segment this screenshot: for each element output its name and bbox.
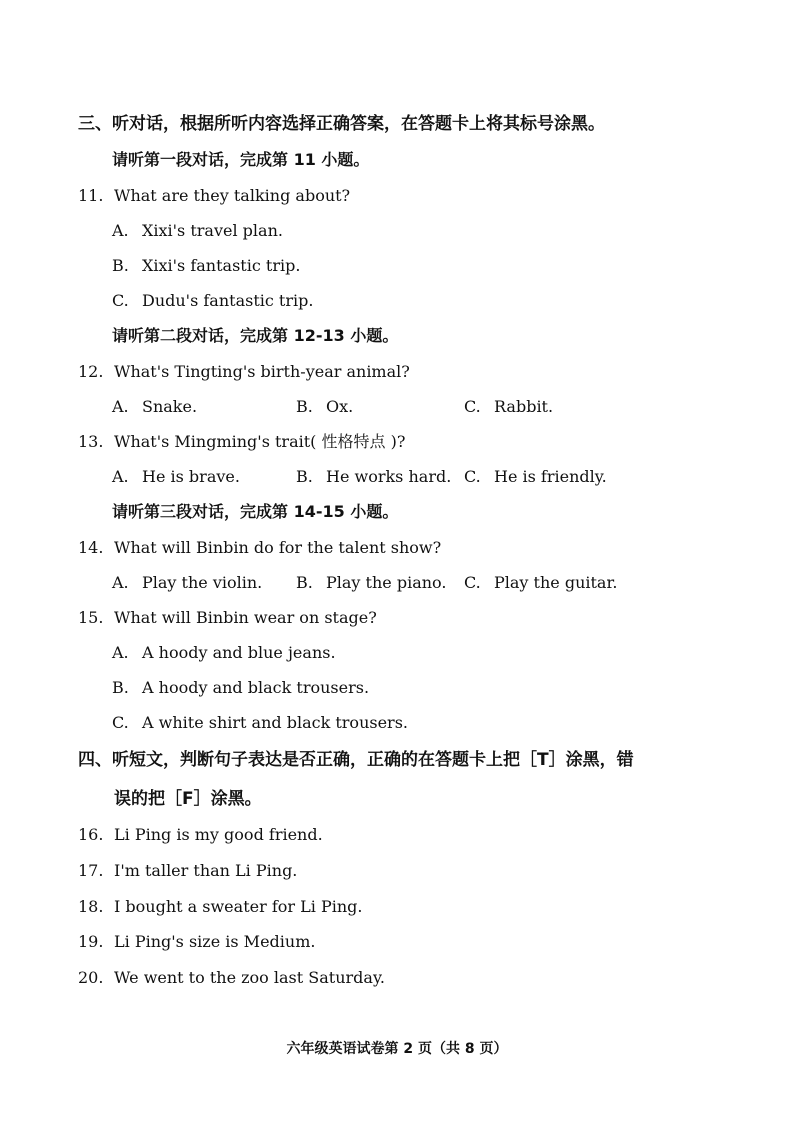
question-text: What's Tingting's birth-year animal? <box>114 362 410 381</box>
statement-17: 17. I'm taller than Li Ping. <box>78 861 298 880</box>
question-number: 13. <box>78 432 104 451</box>
statement-16: 16. Li Ping is my good friend. <box>78 825 323 844</box>
question-text: What will Binbin do for the talent show? <box>114 538 442 557</box>
question-15 <box>78 608 377 628</box>
option-15a: A. A hoody and blue jeans. <box>112 643 336 662</box>
question-11 <box>78 186 350 206</box>
option-11b: B. Xixi's fantastic trip. <box>112 256 301 275</box>
option-14c: C. Play the guitar. <box>464 573 618 592</box>
question-text: What's Mingming's trait( 性格特点 )? <box>114 432 406 451</box>
dialog-1-instruction: 请听第一段对话，完成第 11 小题。 <box>112 150 370 169</box>
dialog-3-instruction: 请听第三段对话，完成第 14-15 小题。 <box>112 502 399 521</box>
question-text: What will Binbin wear on stage? <box>114 608 377 627</box>
option-13b: B. He works hard. <box>296 467 452 486</box>
question-number: 12. <box>78 362 104 381</box>
dialog-2-instruction: 请听第二段对话，完成第 12-13 小题。 <box>112 326 399 345</box>
question-12 <box>78 362 410 382</box>
question-number: 14. <box>78 538 104 557</box>
option-12c: C. Rabbit. <box>464 397 554 416</box>
option-14a: A. Play the violin. <box>112 573 263 592</box>
statement-20: 20. We went to the zoo last Saturday. <box>78 968 385 987</box>
option-12b: B. Ox. <box>296 397 354 416</box>
question-number: 15. <box>78 608 104 627</box>
statement-19: 19. Li Ping's size is Medium. <box>78 932 316 951</box>
section-4-title-cont: 误的把［F］涂黑。 <box>114 789 262 809</box>
page-footer: 六年级英语试卷第 2 页（共 8 页） <box>286 1041 508 1057</box>
option-15c: C. A white shirt and black trousers. <box>112 713 408 732</box>
section-4-title: 四、听短文，判断句子表达是否正确，正确的在答题卡上把［T］涂黑，错 <box>78 750 634 770</box>
section-3-title: 三、听对话，根据所听内容选择正确答案，在答题卡上将其标号涂黑。 <box>78 114 605 134</box>
question-14 <box>78 538 441 558</box>
option-13a: A. He is brave. <box>112 467 240 486</box>
option-13c: C. He is friendly. <box>464 467 607 486</box>
statement-18: 18. I bought a sweater for Li Ping. <box>78 897 363 916</box>
question-13 <box>78 432 405 452</box>
question-text: What are they talking about? <box>114 186 351 205</box>
option-11a: A. Xixi's travel plan. <box>112 221 283 240</box>
option-12a: A. Snake. <box>112 397 198 416</box>
option-15b: B. A hoody and black trousers. <box>112 678 370 697</box>
option-11c: C. Dudu's fantastic trip. <box>112 291 314 310</box>
question-number: 11. <box>78 186 104 205</box>
option-14b: B. Play the piano. <box>296 573 447 592</box>
